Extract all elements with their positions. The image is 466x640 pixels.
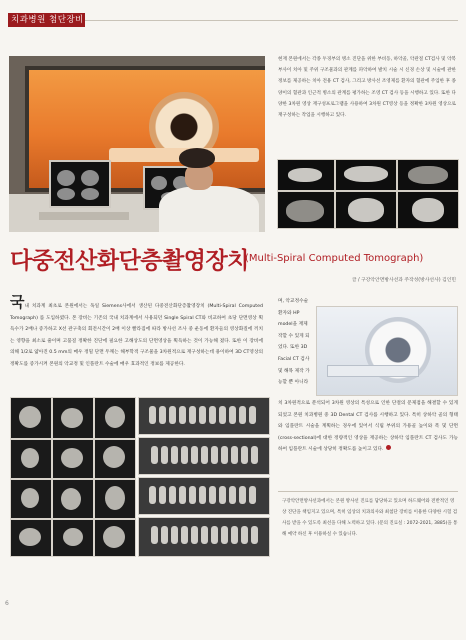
header-rule	[85, 20, 458, 21]
panoramic-scan-1	[138, 397, 270, 435]
intro-paragraph: 현재 본원에서는 각종 두경부의 병소 진단을 위한 부비동, 하악골, 악관절 CT검사 및 악복부사이 치아 및 주위 구조물과의 관계를 파악하여 발치 시술 시 신경 손상 및 시술에 관한 정보를 제공하는 치아 전용 CT 검사, 그리고 방사선 조영제를 환자의 혈관에 주입한 후 종양이의 혈관과 인근적 병소의 관계를 평가하는 조영 CT 검사 등을 시행하고 있다. 또한 다양한 3차원 영상 재구성프로그램을 사용하여 3차원 CT영상 등을 정확한 3차원 영상으로 재구성하는 작업을 시행하고 있다.	[278, 57, 456, 119]
department-note: 구강악안면방사선과에서는 본원 방사선 진료를 담당하고 있으며 하드웨어와 전반적인 영상 진단을 책임지고 있으며, 특히 임상의 치과의사와 최첨단 장비를 이용한 다양한 시험 검사를 받을 수 있도록 최선을 다해 노력하고 있다. (문의 진료실 : 2072-2021, 3885)을 통해 예약 하신 후 이용하실 수 있습니다.	[282, 499, 458, 537]
dropcap: 국	[10, 293, 25, 311]
article-headline: 다중전산화단층촬영장치	[10, 248, 249, 274]
note-divider	[278, 491, 458, 492]
axial-scan-9	[94, 479, 136, 519]
scan-image-2	[335, 159, 397, 191]
body-left-text: 내 치과계 최초로 본원에서는 독일 Siemens사에서 생산된 다중전산화단층촬영장치 (Multi-Spiral Computed Tomograph) 를 도입하였다. 본 장비는 기존의 국내 치과계에서 사용되던 Single Spiral CT와 비교하여 초당 단면영상 획득수가 2배나 증가하고 X선 관구축의 회전시간이 2배 이상 빨라짐에 따라 방사선 조사 중 운동에 환자들의 영상화질에 끼치는 영향을 최소로 줄이며 고품질 정확한 진단에 필요한 고해상도의 단면영상을 획득하는 것이 가능해 졌다. 또한 이 장비에 의해 1/2로 얇아진 0.5 mm의 매우 정밀 단면 두께는 해부학적 구조물을 3차원적으로 재구성하는데 용이하여 3D CT영상의 정확도를 증가시켜 본원의 악교정 및 인플란트 수술에 매우 효과적인 정보를 제공한다.	[10, 304, 263, 367]
axial-scan-12	[94, 519, 136, 557]
body-paragraph-right	[278, 398, 458, 456]
operator-body	[159, 186, 259, 232]
console-monitor-left	[49, 160, 111, 208]
scan-image-strip	[277, 159, 457, 227]
panoramic-scan-3	[138, 477, 270, 515]
article-byline: 글 / 구강악안면방사선과 주작성(방사선사) 김인민	[351, 278, 456, 283]
ct-room-photo	[9, 56, 265, 232]
axial-scan-2	[52, 397, 94, 439]
narrow-column-text: 며, 악교정수술환자와 HP model을 재제작할 수 있게 되었다. 또한 3D Facial CT 검사 및 해목 제작 가능할 뿐 아니라	[278, 299, 310, 386]
page-number: 6	[5, 600, 9, 607]
axial-scan-11	[52, 519, 94, 557]
operator-hair	[179, 148, 215, 168]
scan-image-6	[397, 191, 459, 229]
axial-scan-8	[52, 479, 94, 519]
panoramic-scan-4	[138, 517, 270, 557]
axial-scan-3	[94, 397, 136, 439]
ct-device-photo	[316, 306, 458, 396]
axial-scan-1	[10, 397, 52, 439]
body-paragraph-left	[10, 293, 263, 371]
panoramic-scan-2	[138, 437, 270, 475]
axial-scan-6	[94, 439, 136, 479]
dental-scan-grid	[10, 397, 272, 557]
scan-image-3	[397, 159, 459, 191]
axial-scan-10	[10, 519, 52, 557]
scan-image-1	[277, 159, 335, 191]
body-right-text: 치 3차원적으로 분석되어 3차원 영상의 특성으로 인한 단절의 문제점을 해결할 수 있게 되었고 본원 치과병원 중 3D Dental CT 검사를 시행하고 있다. 특히 상하악 골의 형태와 임플란트 시술을 계획하는 경우에 있어서 식립 부위의 가용골 높이와 폭 및 단면(cross-sectional)에 대한 정량적인 영상을 재공하는 상하악 임플란트 CT 검사도 가능하여 임플란트 시술에 상당히 정확도를 높이고 있다.	[278, 401, 458, 453]
axial-scan-5	[52, 439, 94, 479]
section-tag: 치과병원 첨단장비	[8, 13, 85, 27]
keyboard	[39, 212, 129, 220]
article-headline-english: (Multi-Spiral Computed Tomograph)	[245, 253, 424, 264]
axial-scan-4	[10, 439, 52, 479]
scan-image-4	[277, 191, 335, 229]
end-mark-icon	[386, 445, 391, 450]
axial-scan-7	[10, 479, 52, 519]
ct-device-bed	[327, 365, 419, 377]
scan-image-5	[335, 191, 397, 229]
